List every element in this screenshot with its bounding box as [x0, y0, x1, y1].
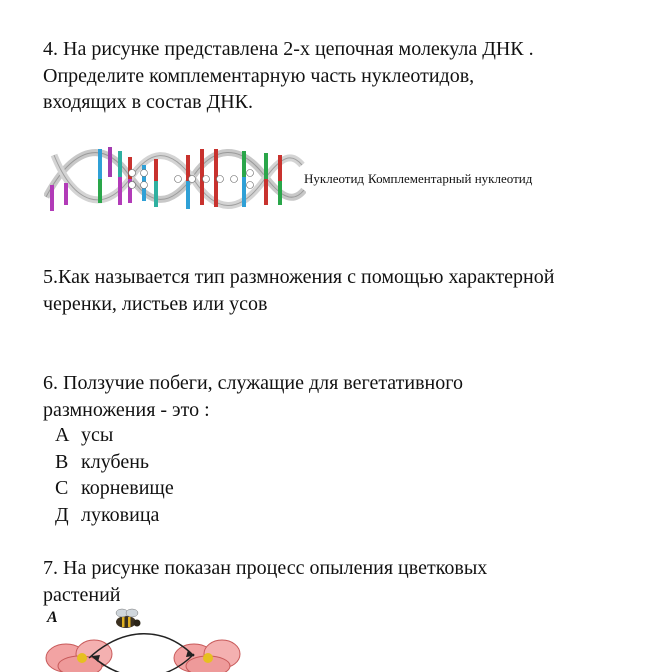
question-7-line-1: 7. На рисунке показан процесс опыления цветковых — [43, 557, 488, 579]
option-d — [55, 502, 174, 529]
question-7 — [43, 555, 623, 608]
option-b-text: клубень — [81, 450, 150, 473]
left-flower-icon — [46, 640, 112, 672]
pollination-image — [44, 606, 244, 672]
option-b — [55, 449, 174, 476]
dna-double-helix-image — [44, 135, 306, 223]
nucleotide-label: Нуклеотид — [304, 171, 365, 186]
option-a-letter: А — [55, 424, 70, 446]
bee-icon — [116, 609, 141, 628]
option-c — [55, 475, 174, 502]
question-5-line-1: 5.Как называется тип размножения с помощью характерной — [43, 266, 555, 288]
option-a — [55, 422, 174, 449]
option-c-text: корневище — [81, 477, 174, 499]
option-d-text: луковица — [81, 503, 160, 526]
question-4 — [43, 36, 653, 116]
question-4-line-1: 4. На рисунке представлена 2-х цепочная молекула ДНК . — [43, 38, 534, 60]
question-6-line-2: размножения - это : — [43, 398, 210, 421]
question-5 — [43, 264, 653, 317]
question-4-line-3: входящих в состав ДНК. — [43, 91, 254, 113]
right-flower-icon — [174, 640, 240, 672]
question-6-options — [55, 422, 174, 528]
dna-labels — [304, 171, 536, 187]
figure-letter: А — [47, 609, 58, 626]
option-b-letter: В — [55, 450, 69, 473]
option-d-letter: Д — [55, 503, 69, 526]
option-c-letter: С — [55, 477, 69, 499]
complementary-nucleotide-label: Комплементарный нуклеотид — [368, 171, 533, 186]
question-6 — [43, 370, 603, 423]
question-6-line-1: 6. Ползучие побеги, служащие для вегетативного — [43, 372, 463, 394]
question-4-line-2: Определите комплементарную часть нуклеотидов, — [43, 64, 475, 87]
question-7-line-2: растений — [43, 583, 121, 606]
option-a-text: усы — [81, 424, 114, 446]
question-5-line-2: черенки, листьев или усов — [43, 292, 268, 315]
